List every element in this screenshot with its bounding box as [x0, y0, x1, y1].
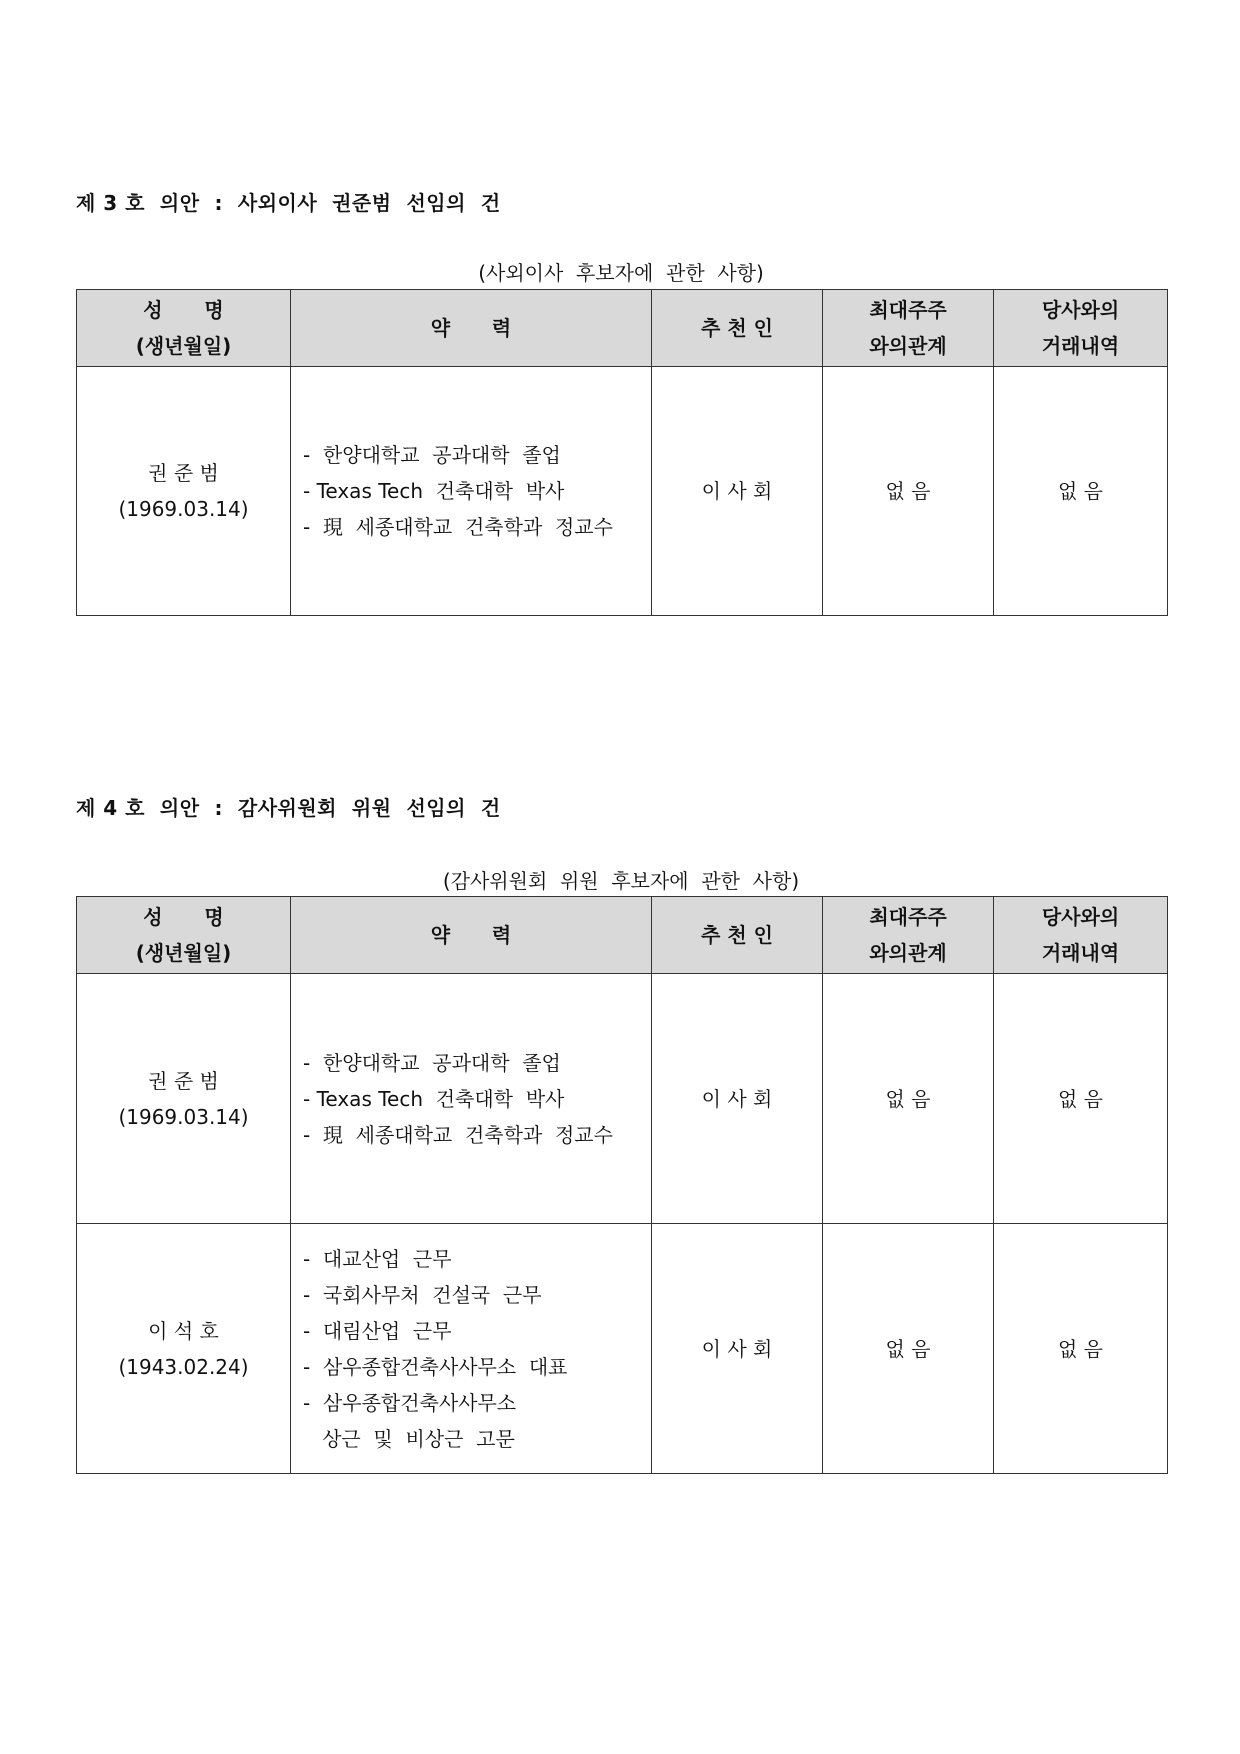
header-relation: 최대주주 와의관계: [823, 897, 994, 974]
nominee-name: 이 석 호: [148, 1318, 219, 1343]
agenda-4-caption: (감사위원회 위원 후보자에 관한 사항): [442, 869, 800, 893]
table-row: [77, 367, 1168, 616]
career-item: - 現 세종대학교 건축학과 정교수: [303, 515, 613, 539]
career-item: - 現 세종대학교 건축학과 정교수: [303, 1122, 613, 1147]
nominee-career-cell: [291, 974, 652, 1224]
career-item: - 삼우종합건축사사무소: [303, 1390, 517, 1415]
header-trade: 당사와의 거래내역: [994, 897, 1168, 974]
nominee-birthdate: (1943.02.24): [118, 1354, 249, 1379]
nominee-birthdate: (1969.03.14): [118, 497, 249, 521]
nominee-relation: 없 음: [823, 974, 994, 1224]
career-item: - 한양대학교 공과대학 졸업: [303, 1050, 561, 1075]
nominee-recommender: 이 사 회: [652, 974, 823, 1224]
career-item: - 대교산업 근무: [303, 1246, 452, 1271]
nominee-trade: 없 음: [994, 1224, 1168, 1474]
agenda-3-nominee-table: [76, 289, 1168, 616]
header-relation: 최대주주 와의관계: [823, 290, 994, 367]
table-row: [77, 1224, 1168, 1474]
header-career: 약 력: [291, 897, 652, 974]
nominee-name: 권 준 범: [148, 461, 219, 485]
nominee-relation: 없 음: [823, 1224, 994, 1474]
career-item: - 삼우종합건축사사무소 대표: [303, 1354, 568, 1379]
nominee-career-cell: [291, 367, 652, 616]
career-item: - 국회사무처 건설국 근무: [303, 1282, 542, 1307]
nominee-name-cell: [77, 974, 291, 1224]
nominee-trade: 없 음: [994, 367, 1168, 616]
header-trade: 당사와의 거래내역: [994, 290, 1168, 367]
table-header-row: [77, 290, 1168, 367]
career-item: - Texas Tech 건축대학 박사: [303, 1086, 565, 1111]
agenda-3-title: 제 3 호 의안 : 사외이사 권준범 선임의 건: [76, 191, 501, 215]
header-career: 약 력: [291, 290, 652, 367]
nominee-name-cell: [77, 367, 291, 616]
career-item: - 대림산업 근무: [303, 1318, 452, 1343]
header-recommender: 추 천 인: [652, 290, 823, 367]
nominee-trade: 없 음: [994, 974, 1168, 1224]
agenda-4-title: 제 4 호 의안 : 감사위원회 위원 선임의 건: [76, 796, 501, 820]
nominee-recommender: 이 사 회: [652, 1224, 823, 1474]
career-item: - 한양대학교 공과대학 졸업: [303, 443, 561, 467]
agenda-3-caption: (사외이사 후보자에 관한 사항): [478, 261, 764, 285]
nominee-relation: 없 음: [823, 367, 994, 616]
nominee-name: 권 준 범: [148, 1068, 219, 1093]
header-recommender: 추 천 인: [652, 897, 823, 974]
career-item: 상근 및 비상근 고문: [303, 1426, 515, 1451]
nominee-career-cell: [291, 1224, 652, 1474]
header-name: 성 명 (생년월일): [77, 897, 291, 974]
table-header-row: [77, 897, 1168, 974]
nominee-birthdate: (1969.03.14): [118, 1104, 249, 1129]
nominee-recommender: 이 사 회: [652, 367, 823, 616]
table-row: [77, 974, 1168, 1224]
career-item: - Texas Tech 건축대학 박사: [303, 479, 565, 503]
agenda-4-nominee-table: [76, 896, 1168, 1474]
nominee-name-cell: [77, 1224, 291, 1474]
header-name: 성 명 (생년월일): [77, 290, 291, 367]
